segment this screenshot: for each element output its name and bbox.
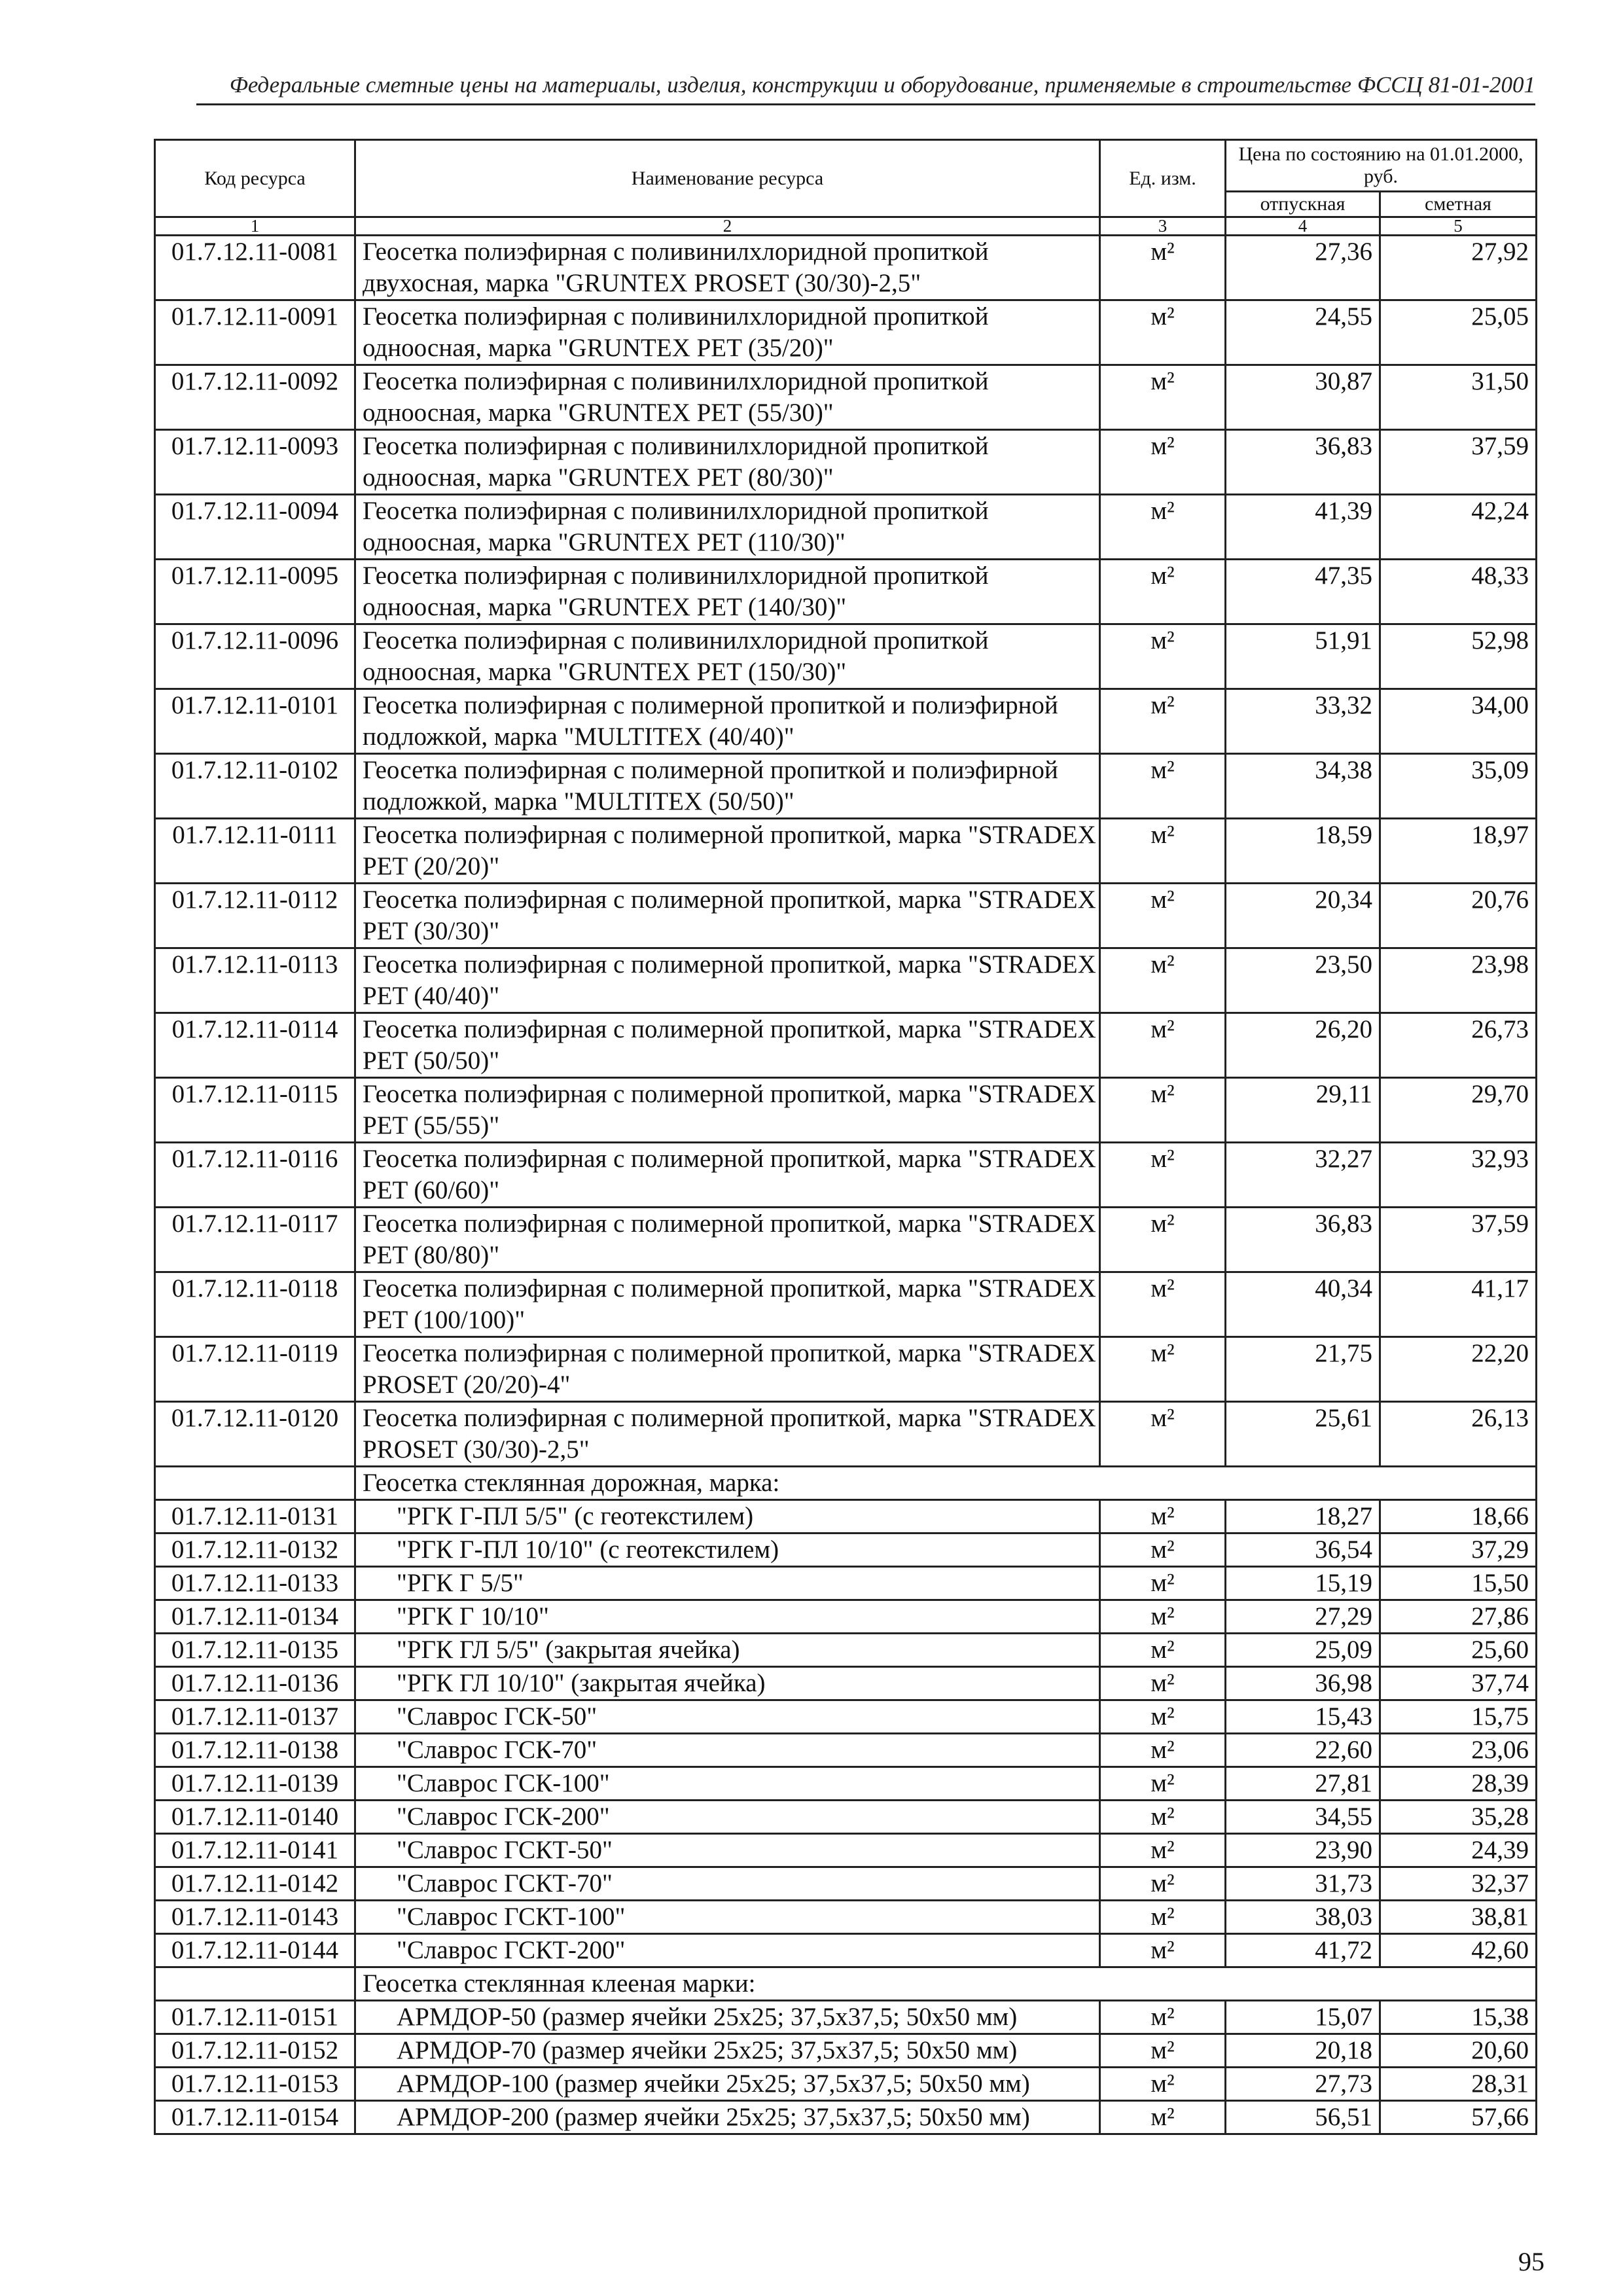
release-price: 22,60 — [1226, 1734, 1380, 1767]
col-number: 5 — [1380, 217, 1537, 236]
release-price: 27,73 — [1226, 2068, 1380, 2101]
col-number: 2 — [355, 217, 1100, 236]
estimate-price: 25,05 — [1380, 300, 1537, 365]
estimate-price: 18,66 — [1380, 1500, 1537, 1534]
table-row — [155, 1634, 1537, 1667]
estimate-price: 25,60 — [1380, 1634, 1537, 1667]
unit-cell: м² — [1100, 1567, 1226, 1600]
resource-name: Геосетка полиэфирная с полимерной пропиткой, марка "STRADEX PROSET (20/20)-4" — [355, 1337, 1100, 1402]
release-price: 26,20 — [1226, 1013, 1380, 1078]
resource-name: "РГК ГЛ 10/10" (закрытая ячейка) — [355, 1667, 1100, 1700]
table-row — [155, 1734, 1537, 1767]
table-body — [155, 236, 1537, 2134]
resource-code: 01.7.12.11-0144 — [155, 1934, 355, 1967]
col-estimate-header: сметная — [1380, 192, 1537, 217]
release-price: 56,51 — [1226, 2101, 1380, 2134]
group-code-cell — [155, 1467, 355, 1500]
estimate-price: 52,98 — [1380, 624, 1537, 689]
table-row — [155, 1534, 1537, 1567]
table-row — [155, 1500, 1537, 1534]
unit-cell: м² — [1100, 1934, 1226, 1967]
estimate-price: 23,06 — [1380, 1734, 1537, 1767]
table-row — [155, 560, 1537, 624]
table-row — [155, 495, 1537, 560]
page-number: 95 — [1518, 2247, 1544, 2276]
table-row — [155, 1901, 1537, 1934]
release-price: 25,09 — [1226, 1634, 1380, 1667]
release-price: 47,35 — [1226, 560, 1380, 624]
unit-cell: м² — [1100, 1078, 1226, 1143]
unit-cell: м² — [1100, 560, 1226, 624]
running-header: Федеральные сметные цены на материалы, изделия, конструкции и оборудование, применяемые в строительстве ФССЦ 81-01-2001 — [229, 72, 1535, 98]
release-price: 15,43 — [1226, 1700, 1380, 1734]
release-price: 21,75 — [1226, 1337, 1380, 1402]
estimate-price: 35,09 — [1380, 754, 1537, 819]
estimate-price: 15,50 — [1380, 1567, 1537, 1600]
release-price: 27,36 — [1226, 236, 1380, 300]
resource-name: Геосетка полиэфирная с полимерной пропиткой и полиэфирной подложкой, марка "MULTITEX (50/50)" — [355, 754, 1100, 819]
resource-code: 01.7.12.11-0141 — [155, 1834, 355, 1867]
unit-cell: м² — [1100, 1801, 1226, 1834]
unit-cell: м² — [1100, 2034, 1226, 2068]
col-release-header: отпускная — [1226, 192, 1380, 217]
table-row — [155, 1337, 1537, 1402]
table-row — [155, 236, 1537, 300]
group-row — [155, 1467, 1537, 1500]
group-row — [155, 1967, 1537, 2001]
resource-name: "Славрос ГСКТ-200" — [355, 1934, 1100, 1967]
resource-code: 01.7.12.11-0139 — [155, 1767, 355, 1801]
resource-code: 01.7.12.11-0151 — [155, 2001, 355, 2034]
resource-code: 01.7.12.11-0113 — [155, 948, 355, 1013]
col-unit-header: Ед. изм. — [1100, 140, 1226, 217]
release-price: 36,98 — [1226, 1667, 1380, 1700]
estimate-price: 37,29 — [1380, 1534, 1537, 1567]
estimate-price: 23,98 — [1380, 948, 1537, 1013]
release-price: 41,72 — [1226, 1934, 1380, 1967]
col-price-header: Цена по состоянию на 01.01.2000, руб. — [1226, 140, 1537, 192]
resource-name: Геосетка полиэфирная с поливинилхлоридной пропиткой одноосная, марка "GRUNTEX PET (35/20)" — [355, 300, 1100, 365]
resource-code: 01.7.12.11-0115 — [155, 1078, 355, 1143]
table-row — [155, 2034, 1537, 2068]
table-row — [155, 1208, 1537, 1272]
release-price: 36,54 — [1226, 1534, 1380, 1567]
table-row — [155, 1600, 1537, 1634]
estimate-price: 57,66 — [1380, 2101, 1537, 2134]
resource-name: "Славрос ГСК-70" — [355, 1734, 1100, 1767]
estimate-price: 24,39 — [1380, 1834, 1537, 1867]
estimate-price: 34,00 — [1380, 689, 1537, 754]
resource-name: Геосетка полиэфирная с полимерной пропиткой, марка "STRADEX PET (55/55)" — [355, 1078, 1100, 1143]
unit-cell: м² — [1100, 1402, 1226, 1467]
estimate-price: 32,93 — [1380, 1143, 1537, 1208]
group-title: Геосетка стеклянная клееная марки: — [355, 1967, 1537, 2001]
resource-code: 01.7.12.11-0132 — [155, 1534, 355, 1567]
unit-cell: м² — [1100, 430, 1226, 495]
resource-code: 01.7.12.11-0133 — [155, 1567, 355, 1600]
estimate-price: 26,13 — [1380, 1402, 1537, 1467]
header-rule — [196, 103, 1535, 105]
col-number: 4 — [1226, 217, 1380, 236]
table-row — [155, 2001, 1537, 2034]
resource-code: 01.7.12.11-0120 — [155, 1402, 355, 1467]
resource-name: Геосетка полиэфирная с полимерной пропиткой и полиэфирной подложкой, марка "MULTITEX (40/40)" — [355, 689, 1100, 754]
resource-name: Геосетка полиэфирная с поливинилхлоридной пропиткой одноосная, марка "GRUNTEX PET (55/30)" — [355, 365, 1100, 430]
table-row — [155, 1402, 1537, 1467]
estimate-price: 35,28 — [1380, 1801, 1537, 1834]
unit-cell: м² — [1100, 1337, 1226, 1402]
resource-name: АРМДОР-200 (размер ячейки 25x25; 37,5x37,5; 50x50 мм) — [355, 2101, 1100, 2134]
table-row — [155, 300, 1537, 365]
resource-name: "Славрос ГСК-200" — [355, 1801, 1100, 1834]
estimate-price: 20,60 — [1380, 2034, 1537, 2068]
estimate-price: 41,17 — [1380, 1272, 1537, 1337]
resource-code: 01.7.12.11-0111 — [155, 819, 355, 884]
estimate-price: 42,60 — [1380, 1934, 1537, 1967]
resource-name: Геосетка полиэфирная с поливинилхлоридной пропиткой двухосная, марка "GRUNTEX PROSET (30/30)-2,5" — [355, 236, 1100, 300]
resource-name: Геосетка полиэфирная с полимерной пропиткой, марка "STRADEX PET (20/20)" — [355, 819, 1100, 884]
resource-code: 01.7.12.11-0131 — [155, 1500, 355, 1534]
estimate-price: 15,38 — [1380, 2001, 1537, 2034]
table-row — [155, 689, 1537, 754]
unit-cell: м² — [1100, 1867, 1226, 1901]
release-price: 36,83 — [1226, 1208, 1380, 1272]
resource-code: 01.7.12.11-0114 — [155, 1013, 355, 1078]
resource-code: 01.7.12.11-0096 — [155, 624, 355, 689]
unit-cell: м² — [1100, 819, 1226, 884]
release-price: 23,50 — [1226, 948, 1380, 1013]
resource-code: 01.7.12.11-0117 — [155, 1208, 355, 1272]
unit-cell: м² — [1100, 2001, 1226, 2034]
unit-cell: м² — [1100, 1143, 1226, 1208]
unit-cell: м² — [1100, 1272, 1226, 1337]
unit-cell: м² — [1100, 1500, 1226, 1534]
resource-name: "РГК ГЛ 5/5" (закрытая ячейка) — [355, 1634, 1100, 1667]
resource-code: 01.7.12.11-0152 — [155, 2034, 355, 2068]
resource-name: Геосетка полиэфирная с полимерной пропиткой, марка "STRADEX PET (40/40)" — [355, 948, 1100, 1013]
resource-name: "РГК Г-ПЛ 5/5" (с геотекстилем) — [355, 1500, 1100, 1534]
table-row — [155, 1801, 1537, 1834]
unit-cell: м² — [1100, 2068, 1226, 2101]
resource-code: 01.7.12.11-0137 — [155, 1700, 355, 1734]
estimate-price: 28,31 — [1380, 2068, 1537, 2101]
resource-name: "РГК Г 10/10" — [355, 1600, 1100, 1634]
table-row — [155, 1934, 1537, 1967]
col-code-header: Код ресурса — [155, 140, 355, 217]
table-row — [155, 624, 1537, 689]
release-price: 31,73 — [1226, 1867, 1380, 1901]
resource-code: 01.7.12.11-0095 — [155, 560, 355, 624]
resource-name: "Славрос ГСКТ-70" — [355, 1867, 1100, 1901]
unit-cell: м² — [1100, 300, 1226, 365]
resource-code: 01.7.12.11-0154 — [155, 2101, 355, 2134]
estimate-price: 27,86 — [1380, 1600, 1537, 1634]
resource-code: 01.7.12.11-0143 — [155, 1901, 355, 1934]
unit-cell: м² — [1100, 1013, 1226, 1078]
resource-name: Геосетка полиэфирная с полимерной пропиткой, марка "STRADEX PET (60/60)" — [355, 1143, 1100, 1208]
resource-name: "Славрос ГСК-50" — [355, 1700, 1100, 1734]
table-row — [155, 365, 1537, 430]
release-price: 32,27 — [1226, 1143, 1380, 1208]
resource-code: 01.7.12.11-0094 — [155, 495, 355, 560]
resource-name: "РГК Г 5/5" — [355, 1567, 1100, 1600]
unit-cell: м² — [1100, 1901, 1226, 1934]
resource-name: АРМДОР-70 (размер ячейки 25x25; 37,5x37,5; 50x50 мм) — [355, 2034, 1100, 2068]
unit-cell: м² — [1100, 689, 1226, 754]
resource-code: 01.7.12.11-0093 — [155, 430, 355, 495]
estimate-price: 27,92 — [1380, 236, 1537, 300]
resource-code: 01.7.12.11-0112 — [155, 884, 355, 948]
unit-cell: м² — [1100, 884, 1226, 948]
table-row — [155, 2101, 1537, 2134]
unit-cell: м² — [1100, 1634, 1226, 1667]
unit-cell: м² — [1100, 1534, 1226, 1567]
unit-cell: м² — [1100, 1208, 1226, 1272]
resource-name: "Славрос ГСКТ-100" — [355, 1901, 1100, 1934]
table-row — [155, 1667, 1537, 1700]
column-numbers-row — [155, 217, 1537, 236]
unit-cell: м² — [1100, 1667, 1226, 1700]
price-table — [154, 139, 1537, 2135]
unit-cell: м² — [1100, 948, 1226, 1013]
table-row — [155, 1013, 1537, 1078]
col-number: 1 — [155, 217, 355, 236]
group-code-cell — [155, 1967, 355, 2001]
resource-name: АРМДОР-100 (размер ячейки 25x25; 37,5x37,5; 50x50 мм) — [355, 2068, 1100, 2101]
table-row — [155, 884, 1537, 948]
resource-code: 01.7.12.11-0135 — [155, 1634, 355, 1667]
estimate-price: 31,50 — [1380, 365, 1537, 430]
table-row — [155, 1834, 1537, 1867]
estimate-price: 22,20 — [1380, 1337, 1537, 1402]
resource-code: 01.7.12.11-0153 — [155, 2068, 355, 2101]
estimate-price: 26,73 — [1380, 1013, 1537, 1078]
unit-cell: м² — [1100, 236, 1226, 300]
resource-name: Геосетка полиэфирная с поливинилхлоридной пропиткой одноосная, марка "GRUNTEX PET (150/30)" — [355, 624, 1100, 689]
estimate-price: 20,76 — [1380, 884, 1537, 948]
estimate-price: 37,74 — [1380, 1667, 1537, 1700]
table-row — [155, 1272, 1537, 1337]
release-price: 15,19 — [1226, 1567, 1380, 1600]
estimate-price: 37,59 — [1380, 430, 1537, 495]
estimate-price: 32,37 — [1380, 1867, 1537, 1901]
estimate-price: 15,75 — [1380, 1700, 1537, 1734]
release-price: 20,34 — [1226, 884, 1380, 948]
table-row — [155, 1078, 1537, 1143]
estimate-price: 48,33 — [1380, 560, 1537, 624]
col-name-header: Наименование ресурса — [355, 140, 1100, 217]
resource-code: 01.7.12.11-0116 — [155, 1143, 355, 1208]
resource-code: 01.7.12.11-0140 — [155, 1801, 355, 1834]
unit-cell: м² — [1100, 624, 1226, 689]
release-price: 25,61 — [1226, 1402, 1380, 1467]
release-price: 15,07 — [1226, 2001, 1380, 2034]
table-row — [155, 1767, 1537, 1801]
release-price: 33,32 — [1226, 689, 1380, 754]
resource-code: 01.7.12.11-0134 — [155, 1600, 355, 1634]
estimate-price: 37,59 — [1380, 1208, 1537, 1272]
col-number: 3 — [1100, 217, 1226, 236]
release-price: 18,59 — [1226, 819, 1380, 884]
release-price: 27,29 — [1226, 1600, 1380, 1634]
unit-cell: м² — [1100, 1834, 1226, 1867]
unit-cell: м² — [1100, 754, 1226, 819]
release-price: 20,18 — [1226, 2034, 1380, 2068]
resource-name: Геосетка полиэфирная с поливинилхлоридной пропиткой одноосная, марка "GRUNTEX PET (80/30)" — [355, 430, 1100, 495]
table-row — [155, 430, 1537, 495]
resource-code: 01.7.12.11-0136 — [155, 1667, 355, 1700]
resource-name: АРМДОР-50 (размер ячейки 25x25; 37,5x37,5; 50x50 мм) — [355, 2001, 1100, 2034]
table-row — [155, 1700, 1537, 1734]
unit-cell: м² — [1100, 1734, 1226, 1767]
resource-code: 01.7.12.11-0119 — [155, 1337, 355, 1402]
resource-name: "Славрос ГСК-100" — [355, 1767, 1100, 1801]
resource-code: 01.7.12.11-0092 — [155, 365, 355, 430]
estimate-price: 18,97 — [1380, 819, 1537, 884]
resource-name: Геосетка полиэфирная с поливинилхлоридной пропиткой одноосная, марка "GRUNTEX PET (140/30)" — [355, 560, 1100, 624]
release-price: 23,90 — [1226, 1834, 1380, 1867]
release-price: 24,55 — [1226, 300, 1380, 365]
table-row — [155, 2068, 1537, 2101]
unit-cell: м² — [1100, 1700, 1226, 1734]
resource-name: "РГК Г-ПЛ 10/10" (с геотекстилем) — [355, 1534, 1100, 1567]
unit-cell: м² — [1100, 2101, 1226, 2134]
resource-code: 01.7.12.11-0138 — [155, 1734, 355, 1767]
release-price: 27,81 — [1226, 1767, 1380, 1801]
release-price: 51,91 — [1226, 624, 1380, 689]
release-price: 30,87 — [1226, 365, 1380, 430]
estimate-price: 38,81 — [1380, 1901, 1537, 1934]
release-price: 36,83 — [1226, 430, 1380, 495]
resource-name: "Славрос ГСКТ-50" — [355, 1834, 1100, 1867]
table-row — [155, 1867, 1537, 1901]
unit-cell: м² — [1100, 1767, 1226, 1801]
release-price: 41,39 — [1226, 495, 1380, 560]
release-price: 38,03 — [1226, 1901, 1380, 1934]
resource-name: Геосетка полиэфирная с полимерной пропиткой, марка "STRADEX PET (80/80)" — [355, 1208, 1100, 1272]
unit-cell: м² — [1100, 495, 1226, 560]
estimate-price: 42,24 — [1380, 495, 1537, 560]
resource-code: 01.7.12.11-0091 — [155, 300, 355, 365]
table-row — [155, 1143, 1537, 1208]
release-price: 34,55 — [1226, 1801, 1380, 1834]
release-price: 34,38 — [1226, 754, 1380, 819]
table-row — [155, 948, 1537, 1013]
resource-code: 01.7.12.11-0102 — [155, 754, 355, 819]
resource-code: 01.7.12.11-0118 — [155, 1272, 355, 1337]
release-price: 40,34 — [1226, 1272, 1380, 1337]
group-title: Геосетка стеклянная дорожная, марка: — [355, 1467, 1537, 1500]
release-price: 18,27 — [1226, 1500, 1380, 1534]
resource-name: Геосетка полиэфирная с поливинилхлоридной пропиткой одноосная, марка "GRUNTEX PET (110/30)" — [355, 495, 1100, 560]
estimate-price: 28,39 — [1380, 1767, 1537, 1801]
estimate-price: 29,70 — [1380, 1078, 1537, 1143]
table-row — [155, 819, 1537, 884]
resource-name: Геосетка полиэфирная с полимерной пропиткой, марка "STRADEX PET (30/30)" — [355, 884, 1100, 948]
resource-name: Геосетка полиэфирная с полимерной пропиткой, марка "STRADEX PET (100/100)" — [355, 1272, 1100, 1337]
resource-name: Геосетка полиэфирная с полимерной пропиткой, марка "STRADEX PET (50/50)" — [355, 1013, 1100, 1078]
table-row — [155, 1567, 1537, 1600]
unit-cell: м² — [1100, 365, 1226, 430]
resource-code: 01.7.12.11-0142 — [155, 1867, 355, 1901]
release-price: 29,11 — [1226, 1078, 1380, 1143]
table-header — [155, 140, 1537, 236]
table-row — [155, 754, 1537, 819]
resource-name: Геосетка полиэфирная с полимерной пропиткой, марка "STRADEX PROSET (30/30)-2,5" — [355, 1402, 1100, 1467]
resource-code: 01.7.12.11-0101 — [155, 689, 355, 754]
unit-cell: м² — [1100, 1600, 1226, 1634]
resource-code: 01.7.12.11-0081 — [155, 236, 355, 300]
